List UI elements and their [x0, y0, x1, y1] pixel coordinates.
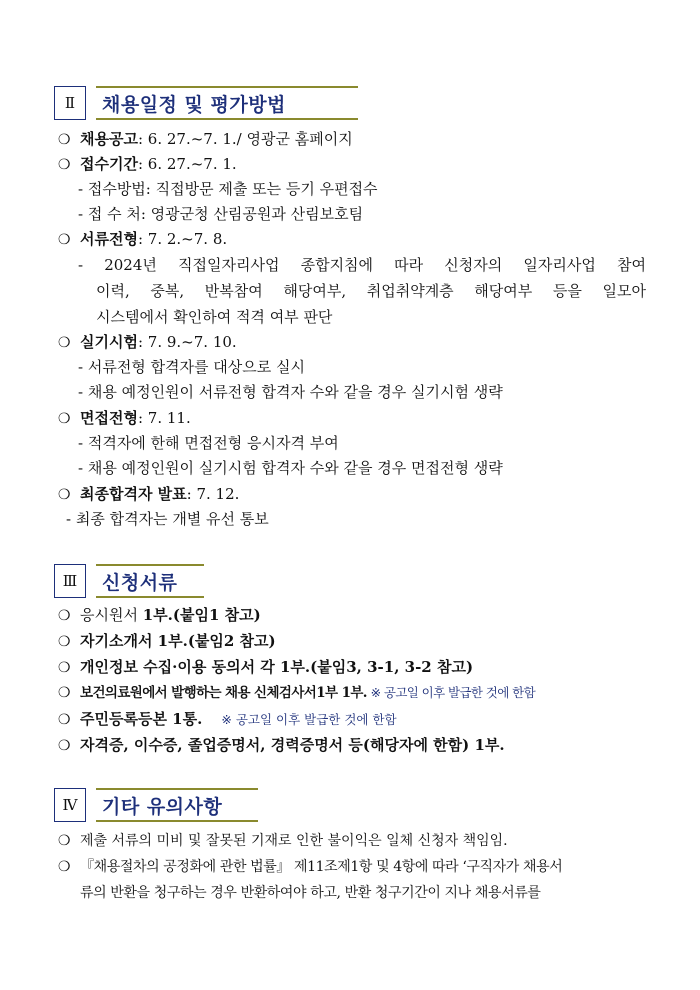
sub-item: - 접 수 처: 영광군청 산림공원과 산림보호팀 — [78, 205, 364, 223]
section-header-documents — [54, 564, 204, 598]
section-title: 채용일정 및 평가방법 — [102, 93, 286, 116]
note-text: ※ 공고일 이후 발급한 것에 한함 — [370, 685, 536, 700]
note-text: ※ 공고일 이후 발급한 것에 한함 — [221, 712, 397, 727]
bullet-icon: ❍ — [58, 411, 71, 427]
sub-item: - 채용 예정인원이 서류전형 합격자 수와 같을 경우 실기시험 생략 — [78, 383, 503, 401]
bullet-icon: ❍ — [58, 685, 70, 701]
sub-item-continued: 시스템에서 확인하여 적격 여부 판단 — [96, 308, 333, 326]
list-item: ❍ 개인정보 수집·이용 동의서 각 1부.(붙임3, 3-1, 3-2 참고) — [58, 656, 473, 679]
sub-item: - 적격자에 한해 면접전형 응시자격 부여 — [78, 434, 339, 452]
bullet-icon: ❍ — [58, 833, 71, 849]
section-title: 기타 유의사항 — [102, 795, 223, 818]
list-item: ❍ 최종합격자 발표: 7. 12. — [58, 483, 239, 506]
list-item: ❍ 『채용절차의 공정화에 관한 법률』 제11조제1항 및 4항에 따라 ‘구직자가 채용서 — [58, 856, 562, 878]
section-number: Ⅳ — [54, 788, 86, 822]
section-header-schedule — [54, 86, 358, 120]
section-header-notes — [54, 788, 258, 822]
list-item: ❍ 자격증, 이수증, 졸업증명서, 경력증명서 등(해당자에 한함) 1부. — [58, 734, 505, 757]
list-item: ❍ 면접전형: 7. 11. — [58, 407, 191, 430]
list-item: ❍ 접수기간: 6. 27.~7. 1. — [58, 153, 237, 176]
list-item: ❍ 실기시험: 7. 9.~7. 10. — [58, 331, 237, 354]
section-number: Ⅲ — [54, 564, 86, 598]
bullet-icon: ❍ — [58, 738, 71, 754]
list-item: ❍ 주민등록등본 1통. ※ 공고일 이후 발급한 것에 한함 — [58, 708, 397, 731]
bullet-icon: ❍ — [58, 634, 71, 650]
list-item: ❍ 자기소개서 1부.(붙임2 참고) — [58, 630, 276, 653]
list-item: ❍ 제출 서류의 미비 및 잘못된 기재로 인한 불이익은 일체 신청자 책임임. — [58, 830, 508, 852]
list-item: ❍ 채용공고: 6. 27.~7. 1./ 영광군 홈페이지 — [58, 128, 353, 151]
bullet-icon: ❍ — [58, 157, 71, 173]
sub-item: - 서류전형 합격자를 대상으로 실시 — [78, 358, 306, 376]
bullet-icon: ❍ — [58, 232, 71, 248]
bullet-icon: ❍ — [58, 335, 71, 351]
section-title: 신청서류 — [102, 571, 178, 594]
bullet-icon: ❍ — [58, 608, 71, 624]
sub-item: - 채용 예정인원이 실기시험 합격자 수와 같을 경우 면접전형 생략 — [78, 459, 503, 477]
list-item: ❍ 응시원서 1부.(붙임1 참고) — [58, 604, 261, 627]
sub-item-continued: 이력, 중복, 반복참여 해당여부, 취업취약계층 해당여부 등을 일모아 — [96, 282, 646, 300]
section-number: Ⅱ — [54, 86, 86, 120]
sub-item: - 최종 합격자는 개별 유선 통보 — [66, 510, 269, 528]
bullet-icon: ❍ — [58, 712, 71, 728]
bullet-icon: ❍ — [58, 859, 71, 875]
sub-item: - 접수방법: 직접방문 제출 또는 등기 우편접수 — [78, 180, 378, 198]
bullet-icon: ❍ — [58, 487, 71, 503]
bullet-icon: ❍ — [58, 132, 71, 148]
list-item: ❍ 보건의료원에서 발행하는 채용 신체검사서1부 1부. ※ 공고일 이후 발급한 것에 한함 — [58, 682, 535, 704]
list-item-continued: 류의 반환을 청구하는 경우 반환하여야 하고, 반환 청구기간이 지나 채용서류를 — [80, 885, 541, 901]
list-item: ❍ 서류전형: 7. 2.~7. 8. — [58, 228, 227, 251]
bullet-icon: ❍ — [58, 660, 71, 676]
sub-item: - 2024년 직접일자리사업 종합지침에 따라 신청자의 일자리사업 참여 — [78, 256, 646, 274]
